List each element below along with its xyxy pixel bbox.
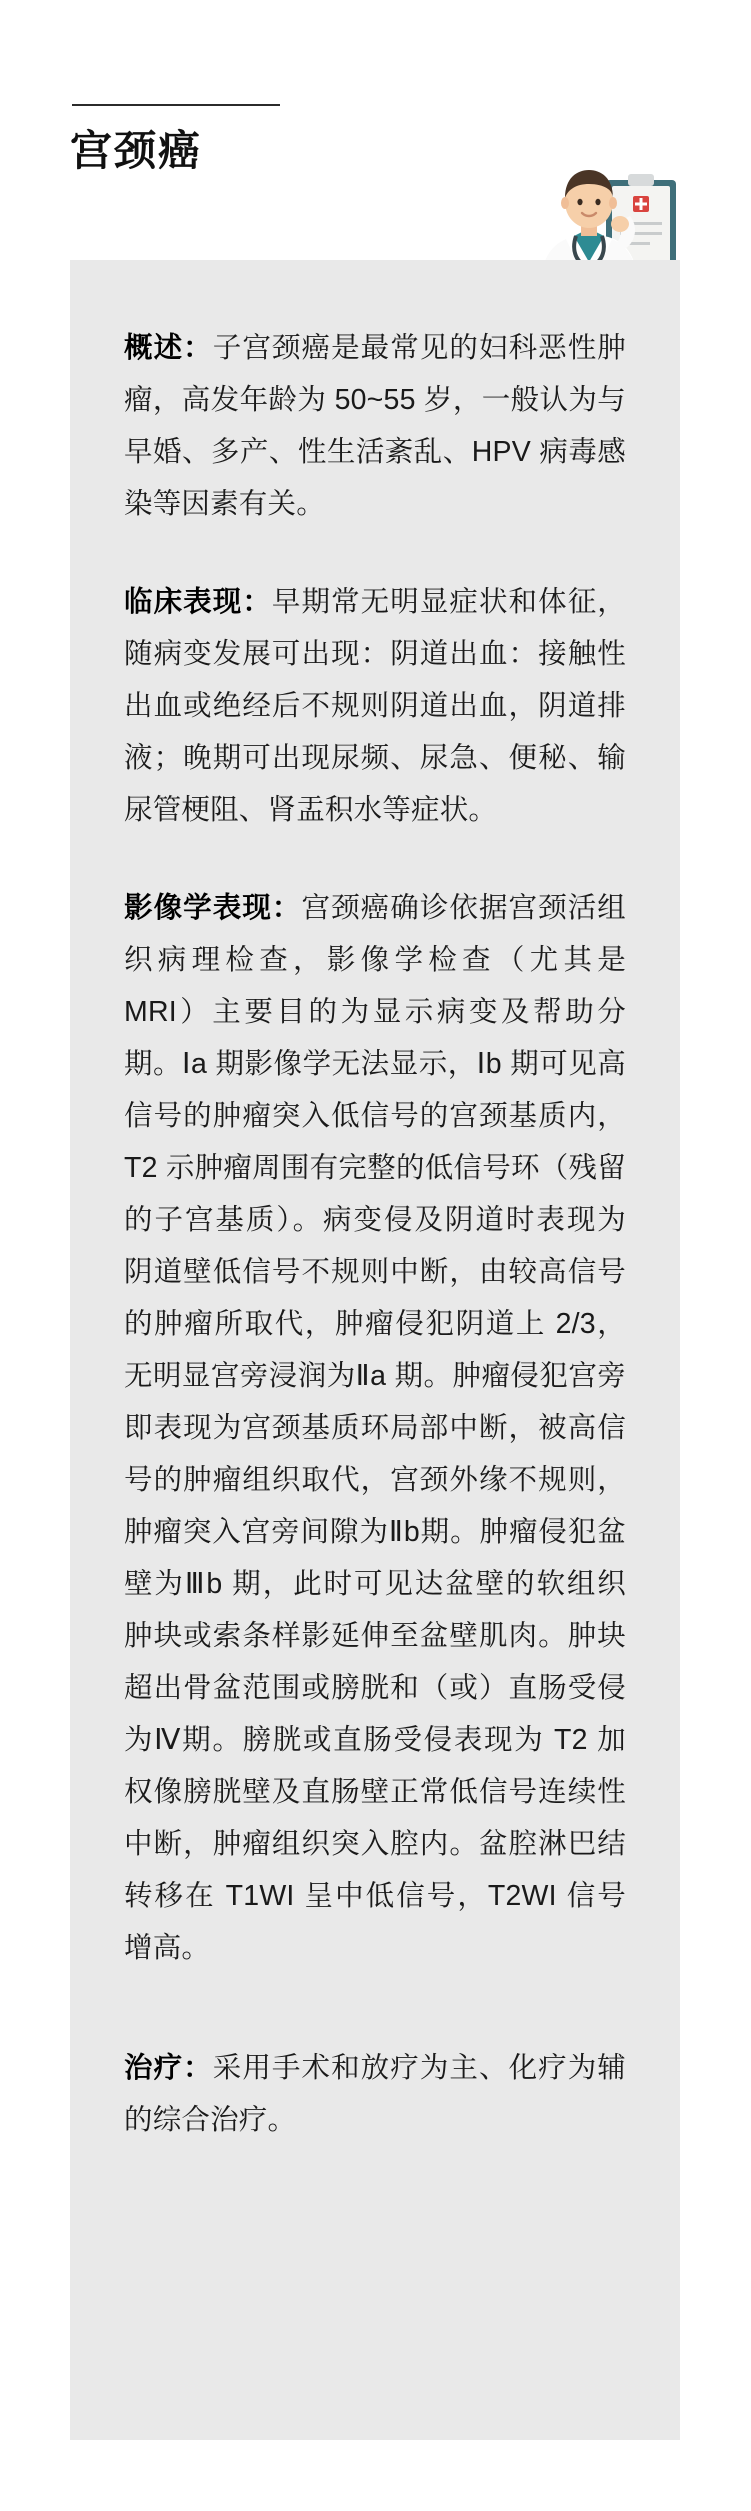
- section-imaging-manifestation-body: 宫颈癌确诊依据宫颈活组织病理检查，影像学检查（尤其是 MRI）主要目的为显示病变及帮助分期。Ⅰa 期影像学无法显示，Ⅰb 期可见高信号的肿瘤突入低信号的宫颈基质内，T2 示肿瘤周围有完整的低信号环（残留的子宫基质）。病变侵及阴道时表现为阴道壁低信号不规则中断，由较高信号的肿瘤所取代，肿瘤侵犯阴道上 2/3，无明显宫旁浸润为Ⅱa 期。肿瘤侵犯宫旁即表现为宫颈基质环局部中断，被高信号的肿瘤组织取代，宫颈外缘不规则，肿瘤突入宫旁间隙为Ⅱb期。肿瘤侵犯盆壁为Ⅲb 期，此时可见达盆壁的软组织肿块或索条样影延伸至盆壁肌肉。肿块超出骨盆范围或膀胱和（或）直肠受侵为Ⅳ期。膀胱或直肠受侵表现为 T2 加权像膀胱壁及直肠壁正常低信号连续性中断，肿瘤组织突入腔内。盆腔淋巴结转移在 T1WI 呈中低信号，T2WI 信号增高。: [124, 892, 626, 1964]
- section-treatment-lead: 治疗: [124, 2052, 184, 2084]
- section-overview-lead: 概述: [124, 332, 184, 364]
- page-title: 宫颈癌: [70, 127, 203, 174]
- content-inner: [70, 260, 680, 2206]
- title-rule: [72, 104, 280, 106]
- section-treatment: [124, 2042, 626, 2146]
- section-treatment-body: 采用手术和放疗为主、化疗为辅的综合治疗。: [124, 2052, 627, 2136]
- section-clinical-manifestation-body: 早期常无明显症状和体征，随病变发展可出现：阴道出血：接触性出血或绝经后不规则阴道出血，阴道排液；晚期可出现尿频、尿急、便秘、输尿管梗阻、肾盂积水等症状。: [124, 586, 627, 826]
- section-spacer: [124, 2020, 626, 2042]
- section-overview-body: 子宫颈癌是最常见的妇科恶性肿瘤，高发年龄为 50~55 岁，一般认为与早婚、多产、性生活紊乱、HPV 病毒感染等因素有关。: [124, 332, 627, 520]
- content-panel: [70, 260, 680, 2440]
- section-imaging-manifestation-separator: ：: [271, 892, 302, 924]
- section-treatment-separator: ：: [183, 2052, 213, 2084]
- section-imaging-manifestation: [124, 882, 626, 1974]
- section-clinical-manifestation: [124, 576, 626, 836]
- section-clinical-manifestation-separator: ：: [242, 586, 272, 618]
- section-imaging-manifestation-lead: 影像学表现: [124, 892, 272, 924]
- section-clinical-manifestation-lead: 临床表现: [124, 586, 243, 618]
- section-overview: [124, 322, 626, 530]
- section-overview-separator: ：: [183, 332, 213, 364]
